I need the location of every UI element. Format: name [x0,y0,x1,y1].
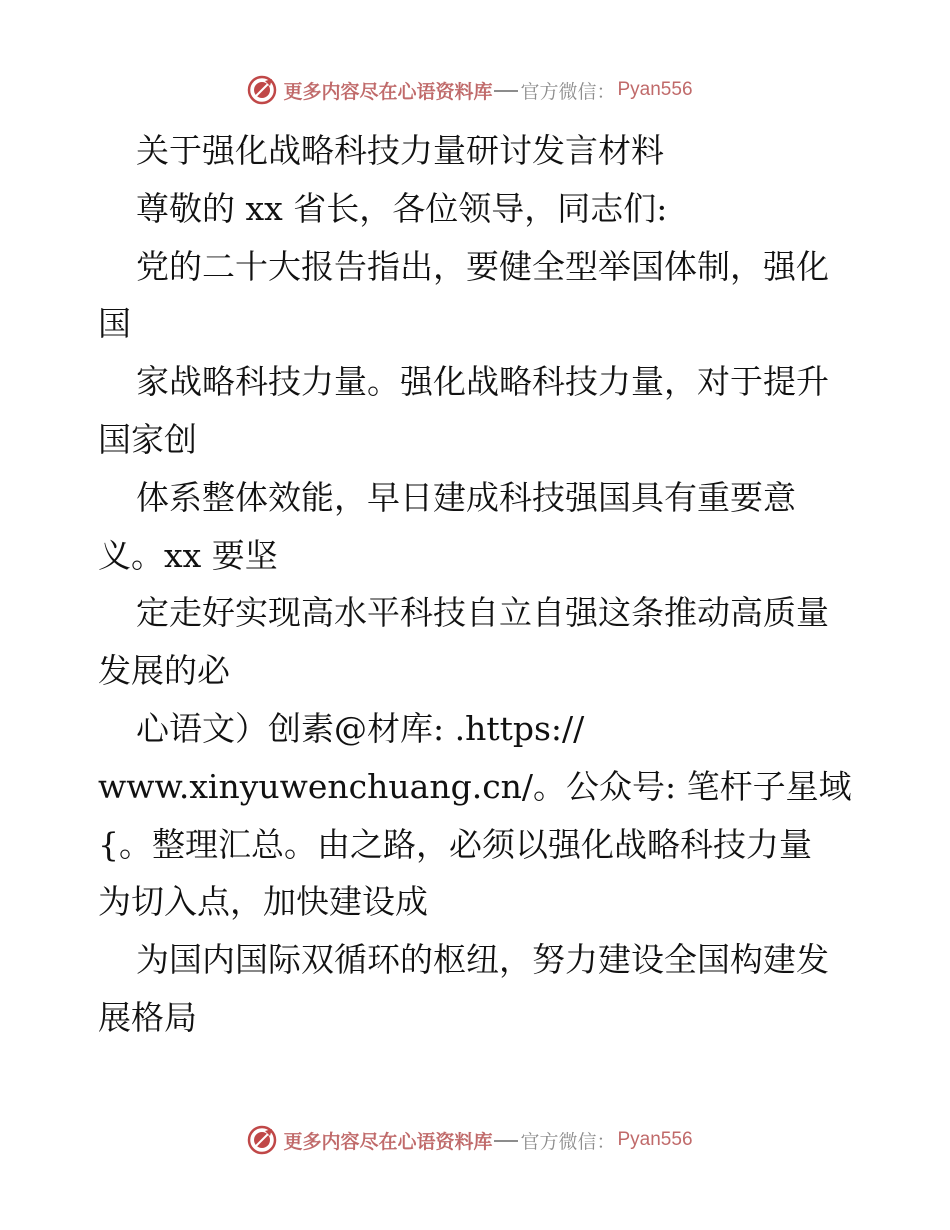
red-seal-logo-icon [247,1125,277,1155]
paragraph-line: 义。xx 要坚 [98,535,278,575]
wechat-id: Pyan556 [617,1129,693,1150]
paragraph-line: 党的二十大报告指出，要健全型举国体制，强化 [136,246,829,286]
paragraph-line: 展格局 [98,997,197,1037]
paragraph-line: 定走好实现高水平科技自立自强这条推动高质量 [136,593,829,633]
document-body [98,122,878,1047]
paragraph-line: 体系整体效能，早日建成科技强国具有重要意 [136,477,796,517]
wechat-label: 官方微信： [520,80,616,103]
brand-text: 更多内容尽在心语资料库 [283,1130,493,1153]
paragraph-line: {。整理汇总。由之路，必须以强化战略科技力量 [98,824,812,864]
wechat-label: 官方微信： [520,1130,616,1153]
paragraph-line: 为切入点，加快建设成 [98,882,428,922]
brand-text: 更多内容尽在心语资料库 [283,80,493,103]
document-title: 关于强化战略科技力量研讨发言材料 [136,131,664,170]
footer-watermark-banner [0,1120,950,1160]
red-seal-logo-icon [247,75,277,105]
wechat-id: Pyan556 [617,79,693,100]
divider-dash [494,90,518,92]
paragraph-line: www.xinyuwenchuang.cn/。公众号: 笔杆子星域 [98,766,852,806]
salutation: 尊敬的 xx 省长，各位领导，同志们: [136,188,668,228]
header-watermark-banner [0,70,950,110]
paragraph-line: 国 [98,304,131,344]
paragraph-line: 发展的必 [98,651,230,691]
paragraph-line: 国家创 [98,419,197,459]
paragraph-line: 心语文）创素@材库: .https:// [136,708,585,748]
paragraph-line: 家战略科技力量。强化战略科技力量，对于提升 [136,362,829,402]
paragraph-line: 为国内国际双循环的枢纽，努力建设全国构建发 [136,940,829,980]
divider-dash [494,1140,518,1142]
